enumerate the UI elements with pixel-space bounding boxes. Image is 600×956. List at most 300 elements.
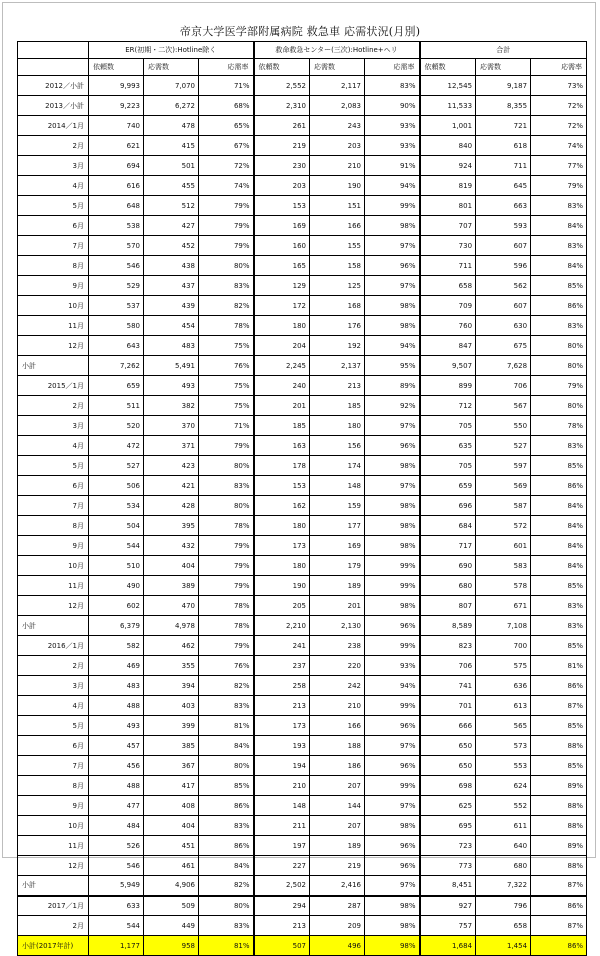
cell-er-requests: 9,993 — [89, 76, 144, 96]
cell-ec-requests: 213 — [254, 916, 310, 936]
group-header-emergency-center: 救命救急センター(三次):Hotline+ヘリ — [254, 42, 420, 59]
cell-er-rate: 79% — [199, 576, 254, 596]
cell-er-accepted: 389 — [144, 576, 199, 596]
cell-ec-requests: 211 — [254, 816, 310, 836]
cell-total-rate: 84% — [531, 496, 587, 516]
cell-er-rate: 83% — [199, 476, 254, 496]
cell-er-requests: 457 — [89, 736, 144, 756]
cell-total-requests: 712 — [420, 396, 476, 416]
cell-total-accepted: 567 — [476, 396, 531, 416]
cell-ec-rate: 98% — [365, 916, 420, 936]
cell-total-accepted: 7,628 — [476, 356, 531, 376]
row-label: 10月 — [18, 816, 89, 836]
cell-total-accepted: 1,454 — [476, 936, 531, 956]
cell-ec-requests: 162 — [254, 496, 310, 516]
cell-ec-requests: 153 — [254, 476, 310, 496]
row-label: 2月 — [18, 656, 89, 676]
row-label: 2016／1月 — [18, 636, 89, 656]
cell-er-accepted: 394 — [144, 676, 199, 696]
table-row — [18, 356, 587, 376]
cell-er-accepted: 423 — [144, 456, 199, 476]
cell-er-requests: 510 — [89, 556, 144, 576]
cell-er-rate: 78% — [199, 596, 254, 616]
cell-total-requests: 698 — [420, 776, 476, 796]
cell-ec-accepted: 203 — [310, 136, 365, 156]
cell-total-requests: 9,507 — [420, 356, 476, 376]
cell-ec-accepted: 174 — [310, 456, 365, 476]
cell-ec-accepted: 2,137 — [310, 356, 365, 376]
cell-er-requests: 488 — [89, 776, 144, 796]
cell-ec-requests: 153 — [254, 196, 310, 216]
cell-total-rate: 86% — [531, 896, 587, 916]
cell-er-rate: 79% — [199, 196, 254, 216]
row-label: 3月 — [18, 156, 89, 176]
cell-ec-accepted: 213 — [310, 376, 365, 396]
cell-ec-requests: 173 — [254, 716, 310, 736]
table-row — [18, 176, 587, 196]
cell-er-requests: 527 — [89, 456, 144, 476]
cell-total-requests: 690 — [420, 556, 476, 576]
cell-er-accepted: 452 — [144, 236, 199, 256]
cell-er-requests: 5,949 — [89, 876, 144, 896]
cell-ec-rate: 99% — [365, 556, 420, 576]
cell-ec-accepted: 179 — [310, 556, 365, 576]
cell-total-accepted: 607 — [476, 236, 531, 256]
cell-total-accepted: 553 — [476, 756, 531, 776]
row-label: 6月 — [18, 736, 89, 756]
cell-total-rate: 86% — [531, 476, 587, 496]
table-row — [18, 556, 587, 576]
cell-total-rate: 72% — [531, 96, 587, 116]
table-row — [18, 656, 587, 676]
cell-er-requests: 490 — [89, 576, 144, 596]
table-row — [18, 256, 587, 276]
cell-ec-rate: 99% — [365, 636, 420, 656]
total-row — [18, 936, 587, 956]
cell-ec-accepted: 238 — [310, 636, 365, 656]
cell-total-rate: 83% — [531, 616, 587, 636]
table-row — [18, 396, 587, 416]
cell-er-rate: 78% — [199, 516, 254, 536]
cell-er-rate: 71% — [199, 416, 254, 436]
cell-total-rate: 87% — [531, 696, 587, 716]
cell-ec-rate: 99% — [365, 576, 420, 596]
cell-total-requests: 730 — [420, 236, 476, 256]
cell-ec-requests: 203 — [254, 176, 310, 196]
cell-er-accepted: 427 — [144, 216, 199, 236]
cell-ec-rate: 97% — [365, 276, 420, 296]
row-label: 9月 — [18, 536, 89, 556]
cell-er-accepted: 451 — [144, 836, 199, 856]
cell-total-accepted: 572 — [476, 516, 531, 536]
cell-ec-rate: 94% — [365, 336, 420, 356]
cell-ec-requests: 213 — [254, 696, 310, 716]
cell-ec-requests: 219 — [254, 136, 310, 156]
cell-ec-requests: 2,310 — [254, 96, 310, 116]
cell-total-requests: 1,684 — [420, 936, 476, 956]
cell-total-accepted: 562 — [476, 276, 531, 296]
cell-er-accepted: 385 — [144, 736, 199, 756]
cell-er-rate: 86% — [199, 836, 254, 856]
cell-total-rate: 88% — [531, 856, 587, 876]
cell-er-rate: 80% — [199, 256, 254, 276]
row-label: 7月 — [18, 756, 89, 776]
table-row — [18, 836, 587, 856]
cell-er-rate: 83% — [199, 696, 254, 716]
cell-er-accepted: 462 — [144, 636, 199, 656]
table-row — [18, 276, 587, 296]
cell-total-requests: 659 — [420, 476, 476, 496]
cell-er-requests: 504 — [89, 516, 144, 536]
cell-ec-accepted: 2,416 — [310, 876, 365, 896]
cell-ec-requests: 204 — [254, 336, 310, 356]
cell-total-requests: 11,533 — [420, 96, 476, 116]
table-row — [18, 596, 587, 616]
cell-er-rate: 79% — [199, 636, 254, 656]
cell-ec-rate: 93% — [365, 656, 420, 676]
cell-er-rate: 79% — [199, 236, 254, 256]
cell-ec-accepted: 176 — [310, 316, 365, 336]
cell-ec-rate: 98% — [365, 536, 420, 556]
cell-total-accepted: 675 — [476, 336, 531, 356]
cell-er-requests: 544 — [89, 536, 144, 556]
cell-ec-accepted: 220 — [310, 656, 365, 676]
cell-er-rate: 78% — [199, 616, 254, 636]
cell-ec-requests: 180 — [254, 556, 310, 576]
cell-ec-accepted: 186 — [310, 756, 365, 776]
cell-er-accepted: 404 — [144, 556, 199, 576]
cell-ec-rate: 96% — [365, 256, 420, 276]
cell-er-accepted: 461 — [144, 856, 199, 876]
subheader-requests: 依頼数 — [254, 59, 310, 76]
cell-total-requests: 924 — [420, 156, 476, 176]
cell-er-requests: 469 — [89, 656, 144, 676]
cell-ec-rate: 99% — [365, 776, 420, 796]
cell-ec-rate: 98% — [365, 896, 420, 916]
cell-total-requests: 706 — [420, 656, 476, 676]
cell-er-rate: 72% — [199, 156, 254, 176]
table-row — [18, 816, 587, 836]
cell-er-rate: 76% — [199, 656, 254, 676]
cell-er-requests: 493 — [89, 716, 144, 736]
cell-er-rate: 85% — [199, 776, 254, 796]
cell-total-requests: 696 — [420, 496, 476, 516]
cell-total-rate: 86% — [531, 936, 587, 956]
cell-er-accepted: 367 — [144, 756, 199, 776]
cell-total-accepted: 550 — [476, 416, 531, 436]
cell-total-accepted: 663 — [476, 196, 531, 216]
cell-ec-rate: 91% — [365, 156, 420, 176]
cell-total-requests: 680 — [420, 576, 476, 596]
cell-er-requests: 484 — [89, 816, 144, 836]
cell-total-accepted: 597 — [476, 456, 531, 476]
cell-total-requests: 840 — [420, 136, 476, 156]
cell-total-rate: 73% — [531, 76, 587, 96]
cell-ec-accepted: 144 — [310, 796, 365, 816]
cell-total-requests: 635 — [420, 436, 476, 456]
cell-total-accepted: 601 — [476, 536, 531, 556]
row-label: 3月 — [18, 416, 89, 436]
cell-ec-requests: 227 — [254, 856, 310, 876]
cell-ec-requests: 172 — [254, 296, 310, 316]
cell-er-rate: 74% — [199, 176, 254, 196]
table-row — [18, 76, 587, 96]
cell-er-requests: 526 — [89, 836, 144, 856]
cell-er-rate: 83% — [199, 916, 254, 936]
cell-ec-accepted: 168 — [310, 296, 365, 316]
cell-total-requests: 801 — [420, 196, 476, 216]
cell-er-requests: 633 — [89, 896, 144, 916]
ambulance-acceptance-table — [17, 41, 587, 956]
cell-ec-accepted: 125 — [310, 276, 365, 296]
cell-er-rate: 79% — [199, 536, 254, 556]
row-label: 10月 — [18, 556, 89, 576]
row-label: 11月 — [18, 316, 89, 336]
row-label: 6月 — [18, 476, 89, 496]
cell-ec-requests: 241 — [254, 636, 310, 656]
cell-ec-requests: 190 — [254, 576, 310, 596]
cell-er-requests: 483 — [89, 676, 144, 696]
cell-ec-accepted: 2,117 — [310, 76, 365, 96]
cell-total-rate: 85% — [531, 576, 587, 596]
cell-total-rate: 80% — [531, 396, 587, 416]
cell-total-requests: 650 — [420, 736, 476, 756]
cell-total-rate: 78% — [531, 416, 587, 436]
subheader-requests: 依頼数 — [420, 59, 476, 76]
cell-er-rate: 79% — [199, 436, 254, 456]
cell-ec-rate: 97% — [365, 416, 420, 436]
cell-er-accepted: 403 — [144, 696, 199, 716]
cell-total-accepted: 596 — [476, 256, 531, 276]
row-label: 小計 — [18, 876, 89, 896]
cell-ec-rate: 96% — [365, 836, 420, 856]
cell-er-rate: 79% — [199, 556, 254, 576]
cell-er-rate: 78% — [199, 316, 254, 336]
cell-ec-accepted: 166 — [310, 216, 365, 236]
cell-ec-requests: 210 — [254, 776, 310, 796]
cell-ec-rate: 98% — [365, 496, 420, 516]
cell-ec-rate: 98% — [365, 456, 420, 476]
cell-total-accepted: 658 — [476, 916, 531, 936]
cell-ec-requests: 180 — [254, 316, 310, 336]
cell-ec-rate: 83% — [365, 76, 420, 96]
row-label: 2012／小計 — [18, 76, 89, 96]
cell-total-requests: 847 — [420, 336, 476, 356]
cell-er-accepted: 6,272 — [144, 96, 199, 116]
cell-total-requests: 927 — [420, 896, 476, 916]
cell-er-accepted: 437 — [144, 276, 199, 296]
cell-total-accepted: 7,108 — [476, 616, 531, 636]
cell-ec-rate: 90% — [365, 96, 420, 116]
table-row — [18, 716, 587, 736]
row-label: 2014／1月 — [18, 116, 89, 136]
cell-total-rate: 87% — [531, 876, 587, 896]
row-label: 5月 — [18, 456, 89, 476]
cell-er-accepted: 501 — [144, 156, 199, 176]
cell-ec-accepted: 207 — [310, 816, 365, 836]
cell-ec-accepted: 287 — [310, 896, 365, 916]
cell-total-accepted: 618 — [476, 136, 531, 156]
cell-total-rate: 88% — [531, 816, 587, 836]
row-label: 小計 — [18, 616, 89, 636]
table-row — [18, 496, 587, 516]
row-label: 5月 — [18, 716, 89, 736]
cell-total-accepted: 527 — [476, 436, 531, 456]
cell-ec-accepted: 496 — [310, 936, 365, 956]
row-label: 12月 — [18, 856, 89, 876]
cell-total-requests: 8,589 — [420, 616, 476, 636]
cell-er-accepted: 438 — [144, 256, 199, 276]
row-label: 7月 — [18, 496, 89, 516]
row-label: 2017／1月 — [18, 896, 89, 916]
cell-er-accepted: 415 — [144, 136, 199, 156]
cell-total-accepted: 721 — [476, 116, 531, 136]
cell-ec-rate: 98% — [365, 516, 420, 536]
cell-ec-accepted: 188 — [310, 736, 365, 756]
cell-ec-rate: 93% — [365, 136, 420, 156]
cell-ec-accepted: 159 — [310, 496, 365, 516]
subheader-rate: 応需率 — [365, 59, 420, 76]
cell-total-rate: 84% — [531, 216, 587, 236]
row-label: 12月 — [18, 336, 89, 356]
cell-total-accepted: 583 — [476, 556, 531, 576]
cell-ec-requests: 169 — [254, 216, 310, 236]
cell-er-accepted: 371 — [144, 436, 199, 456]
cell-total-requests: 711 — [420, 256, 476, 276]
cell-er-accepted: 512 — [144, 196, 199, 216]
cell-er-rate: 84% — [199, 736, 254, 756]
cell-ec-requests: 173 — [254, 536, 310, 556]
table-row — [18, 516, 587, 536]
cell-total-rate: 84% — [531, 256, 587, 276]
cell-er-accepted: 432 — [144, 536, 199, 556]
row-label: 2015／1月 — [18, 376, 89, 396]
cell-ec-rate: 92% — [365, 396, 420, 416]
cell-er-requests: 520 — [89, 416, 144, 436]
cell-er-requests: 580 — [89, 316, 144, 336]
table-row — [18, 876, 587, 896]
cell-er-accepted: 958 — [144, 936, 199, 956]
corner-cell — [18, 59, 89, 76]
cell-ec-accepted: 180 — [310, 416, 365, 436]
group-header-er: ER(初期・二次):Hotline除く — [89, 42, 254, 59]
cell-er-accepted: 439 — [144, 296, 199, 316]
subheader-accepted: 応需数 — [476, 59, 531, 76]
cell-ec-rate: 98% — [365, 216, 420, 236]
cell-total-accepted: 711 — [476, 156, 531, 176]
cell-total-requests: 684 — [420, 516, 476, 536]
cell-total-rate: 80% — [531, 336, 587, 356]
cell-er-requests: 538 — [89, 216, 144, 236]
cell-er-rate: 80% — [199, 496, 254, 516]
cell-er-rate: 84% — [199, 856, 254, 876]
table-row — [18, 576, 587, 596]
cell-ec-accepted: 158 — [310, 256, 365, 276]
cell-total-rate: 83% — [531, 436, 587, 456]
cell-total-requests: 707 — [420, 216, 476, 236]
row-label: 8月 — [18, 516, 89, 536]
cell-er-accepted: 417 — [144, 776, 199, 796]
cell-er-requests: 659 — [89, 376, 144, 396]
row-label: 4月 — [18, 696, 89, 716]
subheader-accepted: 応需数 — [144, 59, 199, 76]
cell-total-accepted: 640 — [476, 836, 531, 856]
cell-total-accepted: 671 — [476, 596, 531, 616]
cell-ec-requests: 148 — [254, 796, 310, 816]
cell-ec-rate: 97% — [365, 476, 420, 496]
cell-ec-rate: 97% — [365, 236, 420, 256]
cell-ec-requests: 160 — [254, 236, 310, 256]
cell-total-rate: 86% — [531, 296, 587, 316]
cell-er-accepted: 454 — [144, 316, 199, 336]
cell-er-requests: 546 — [89, 256, 144, 276]
cell-total-requests: 625 — [420, 796, 476, 816]
cell-ec-accepted: 155 — [310, 236, 365, 256]
cell-ec-accepted: 210 — [310, 156, 365, 176]
cell-total-rate: 83% — [531, 596, 587, 616]
table-row — [18, 216, 587, 236]
cell-ec-accepted: 192 — [310, 336, 365, 356]
table-row — [18, 676, 587, 696]
table-row — [18, 616, 587, 636]
cell-ec-accepted: 209 — [310, 916, 365, 936]
table-row — [18, 316, 587, 336]
cell-ec-requests: 185 — [254, 416, 310, 436]
table-row — [18, 776, 587, 796]
row-label: 4月 — [18, 176, 89, 196]
table-row — [18, 756, 587, 776]
cell-ec-accepted: 189 — [310, 836, 365, 856]
cell-total-requests: 717 — [420, 536, 476, 556]
cell-er-requests: 534 — [89, 496, 144, 516]
row-label: 8月 — [18, 776, 89, 796]
table-row — [18, 116, 587, 136]
cell-er-accepted: 428 — [144, 496, 199, 516]
cell-ec-requests: 237 — [254, 656, 310, 676]
cell-er-rate: 76% — [199, 356, 254, 376]
cell-total-rate: 84% — [531, 536, 587, 556]
cell-ec-requests: 197 — [254, 836, 310, 856]
cell-er-requests: 544 — [89, 916, 144, 936]
cell-ec-requests: 165 — [254, 256, 310, 276]
cell-total-requests: 899 — [420, 376, 476, 396]
table-row — [18, 296, 587, 316]
cell-total-accepted: 578 — [476, 576, 531, 596]
cell-ec-accepted: 2,083 — [310, 96, 365, 116]
subheader-rate: 応需率 — [531, 59, 587, 76]
cell-total-accepted: 7,322 — [476, 876, 531, 896]
cell-er-accepted: 404 — [144, 816, 199, 836]
cell-er-requests: 488 — [89, 696, 144, 716]
cell-total-rate: 89% — [531, 776, 587, 796]
cell-er-rate: 82% — [199, 296, 254, 316]
cell-total-accepted: 552 — [476, 796, 531, 816]
cell-er-accepted: 7,070 — [144, 76, 199, 96]
cell-total-rate: 79% — [531, 376, 587, 396]
cell-er-requests: 511 — [89, 396, 144, 416]
cell-total-requests: 723 — [420, 836, 476, 856]
cell-ec-requests: 180 — [254, 516, 310, 536]
row-label: 2013／小計 — [18, 96, 89, 116]
cell-ec-rate: 99% — [365, 696, 420, 716]
cell-total-requests: 666 — [420, 716, 476, 736]
cell-total-accepted: 636 — [476, 676, 531, 696]
cell-er-accepted: 509 — [144, 896, 199, 916]
cell-total-rate: 83% — [531, 236, 587, 256]
table-row — [18, 156, 587, 176]
cell-ec-accepted: 190 — [310, 176, 365, 196]
cell-ec-accepted: 151 — [310, 196, 365, 216]
